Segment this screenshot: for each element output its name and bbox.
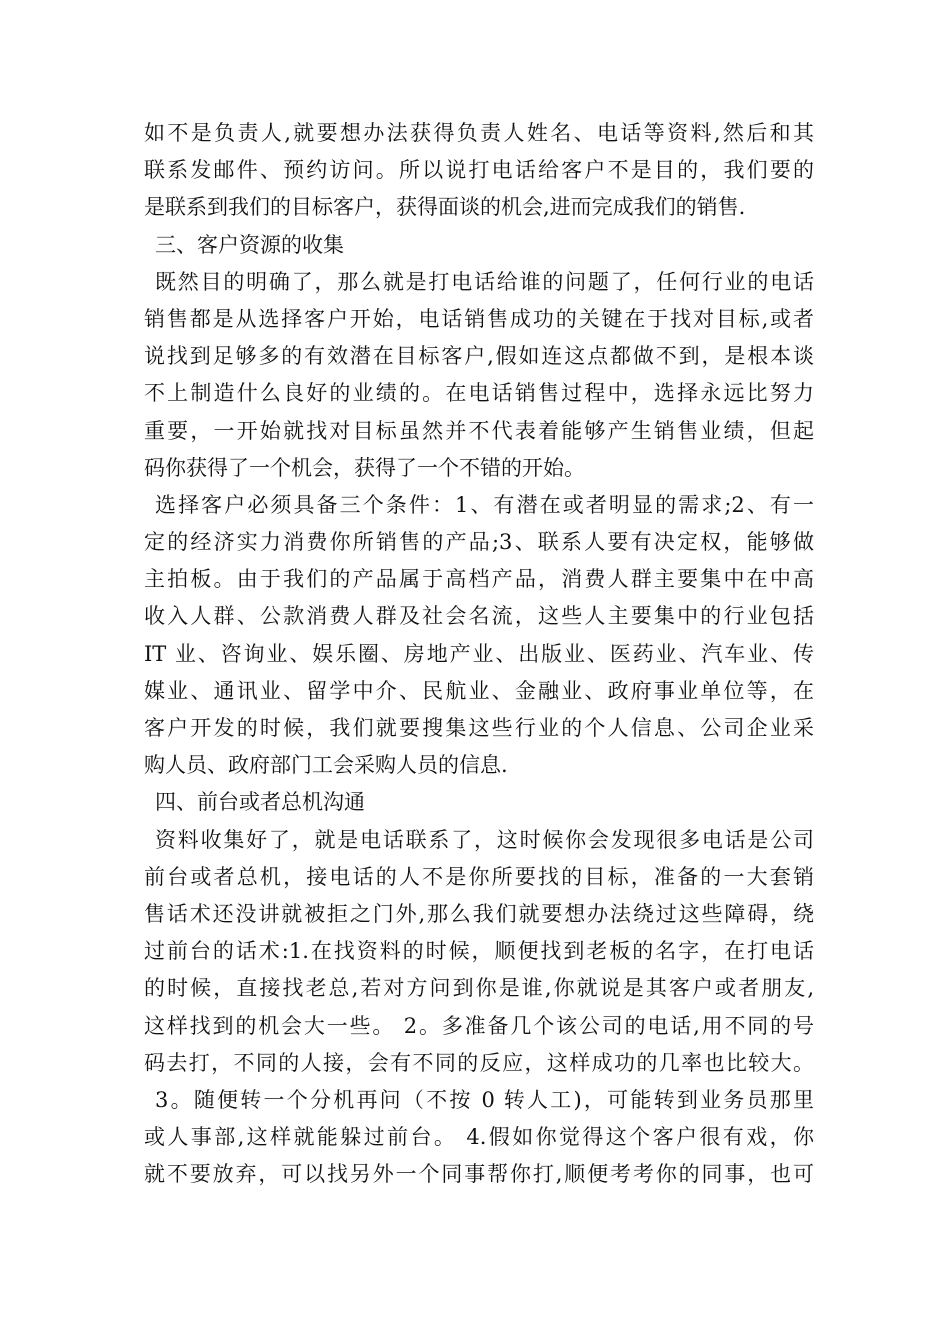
text-line: 如不是负责人,就要想办法获得负责人姓名、电话等资料,然后和其 (144, 121, 814, 145)
text-line: 四、前台或者总机沟通 (155, 790, 365, 815)
text-line: 收入人群、公款消费人群及社会名流，这些人主要集中的行业包括 (144, 604, 814, 629)
text-line: 的时候，直接找老总,若对方问到你是谁,你就说是其客户或者朋友, (144, 976, 814, 1001)
text-line: 就不要放弃，可以找另外一个同事帮你打,顺便考考你的同事，也可 (144, 1162, 814, 1187)
text-line: 是联系到我们的目标客户，获得面谈的机会,进而完成我们的销售. (144, 195, 746, 220)
text-line: 联系发邮件、预约访问。所以说打电话给客户不是目的，我们要的 (144, 158, 814, 183)
text-line: 重要，一开始就找对目标虽然并不代表着能够产生销售业绩，但起 (144, 418, 814, 443)
text-line: 码去打，不同的人接，会有不同的反应，这样成功的几率也比较大。 (144, 1050, 814, 1075)
body-text (144, 115, 814, 1193)
text-line: 码你获得了一个机会，获得了一个不错的开始。 (144, 455, 585, 480)
text-line: IT 业、咨询业、娱乐圈、房地产业、出版业、医药业、汽车业、传 (144, 641, 814, 666)
text-line: 购人员、政府部门工会采购人员的信息. (144, 753, 508, 778)
text-line: 资料收集好了，就是电话联系了，这时候你会发现很多电话是公司 (155, 827, 814, 852)
text-line: 售话术还没讲就被拒之门外,那么我们就要想办法绕过这些障碍，绕 (144, 901, 814, 926)
text-line: 既然目的明确了，那么就是打电话给谁的问题了，任何行业的电话 (155, 269, 814, 294)
text-line: 不上制造什么良好的业绩的。在电话销售过程中，选择永远比努力 (144, 381, 814, 406)
text-line: 定的经济实力消费你所销售的产品;3、联系人要有决定权，能够做 (144, 530, 814, 555)
text-line: 过前台的话术:1.在找资料的时候，顺便找到老板的名字，在打电话 (144, 939, 814, 964)
text-line: 或人事部,这样就能躲过前台。 4.假如你觉得这个客户很有戏，你 (144, 1125, 814, 1150)
text-line: 销售都是从选择客户开始，电话销售成功的关键在于找对目标,或者 (144, 306, 814, 331)
text-line: 这样找到的机会大一些。 2。多准备几个该公司的电话,用不同的号 (144, 1013, 814, 1038)
text-line: 前台或者总机，接电话的人不是你所要找的目标，准备的一大套销 (144, 864, 814, 889)
text-line: 3。随便转一个分机再问（不按 0 转人工)，可能转到业务员那里 (155, 1087, 814, 1112)
text-line: 主拍板。由于我们的产品属于高档产品，消费人群主要集中在中高 (144, 567, 814, 592)
text-line: 客户开发的时候，我们就要搜集这些行业的个人信息、公司企业采 (144, 716, 814, 740)
text-line: 选择客户必须具备三个条件：1、有潜在或者明显的需求;2、有一 (155, 492, 814, 517)
text-line: 三、客户资源的收集 (155, 232, 344, 257)
text-line: 媒业、通讯业、留学中介、民航业、金融业、政府事业单位等，在 (144, 678, 814, 703)
text-line: 说找到足够多的有效潜在目标客户,假如连这点都做不到，是根本谈 (144, 344, 814, 369)
